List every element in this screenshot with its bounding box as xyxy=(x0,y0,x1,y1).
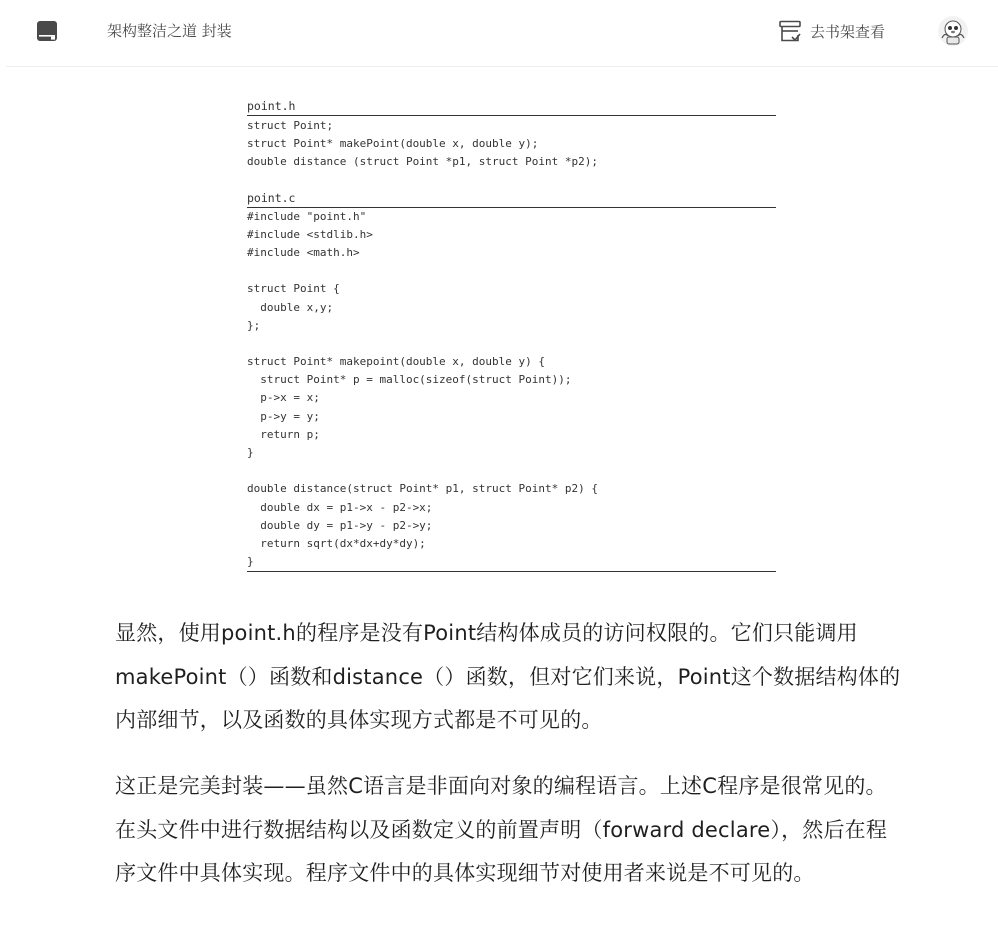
code-line: #include "point.h" xyxy=(247,209,367,223)
body-paragraph: 显然，使用point.h的程序是没有Point结构体成员的访问权限的。它们只能调用makePoint（）函数和distance（）函数，但对它们来说，Point这个数据结构体的内部细节，以及函数的具体实现方式都是不可见的。 xyxy=(115,621,901,732)
go-to-bookshelf-label: 去书架查看 xyxy=(810,22,886,41)
code-line: double distance(struct Point* p1, struct Point* p2) { xyxy=(247,482,598,496)
code-line: double x,y; xyxy=(247,300,334,314)
code-line: struct Point* makepoint(double x, double y) { xyxy=(247,355,546,369)
code-line xyxy=(247,462,776,480)
code-line: } xyxy=(247,555,254,569)
code-line: struct Point; xyxy=(247,119,334,132)
code-end-rule xyxy=(247,571,776,572)
code-line: } xyxy=(247,446,254,459)
body-paragraph: 这正是完美封装——虽然C语言是非面向对象的编程语言。上述C程序是很常见的。在头文件中进行数据结构以及函数定义的前置声明（forward declare），然后在程序文件中具体实现。程序文件中的具体实现细节对使用者来说是不可见的。 xyxy=(115,774,888,885)
code-line: return sqrt(dx*dx+dy*dy); xyxy=(247,536,426,550)
book-title: 架构整洁之道 封装 xyxy=(107,22,232,40)
code-listing xyxy=(247,98,776,572)
code-line: struct Point* makePoint(double x, double y); xyxy=(247,137,539,151)
code-line: double distance (struct Point *p1, struct Point *p2); xyxy=(247,155,598,169)
source-file-code xyxy=(247,208,776,572)
header-file-code xyxy=(247,117,776,172)
code-line: double dx = p1->x - p2->x; xyxy=(247,500,433,514)
code-line: double dy = p1->y - p2->y; xyxy=(247,518,433,532)
bookshelf-icon xyxy=(778,20,802,42)
user-avatar[interactable] xyxy=(938,16,968,46)
code-line: struct Point* p = malloc(sizeof(struct Point)); xyxy=(247,373,572,387)
code-line: #include <stdlib.h> xyxy=(247,227,373,241)
code-line xyxy=(247,335,776,353)
top-bar xyxy=(6,0,998,67)
source-file-name: point.c xyxy=(247,190,776,208)
go-to-bookshelf-button[interactable] xyxy=(778,19,885,43)
code-line: #include <math.h> xyxy=(247,245,360,259)
header-file-name: point.h xyxy=(247,98,776,116)
code-line xyxy=(247,262,776,280)
code-line: }; xyxy=(247,318,261,332)
code-line: return p; xyxy=(247,427,320,441)
code-line: p->x = x; xyxy=(247,391,320,405)
code-line: struct Point { xyxy=(247,282,340,296)
code-line: p->y = y; xyxy=(247,409,320,423)
menu-icon[interactable] xyxy=(37,21,57,41)
